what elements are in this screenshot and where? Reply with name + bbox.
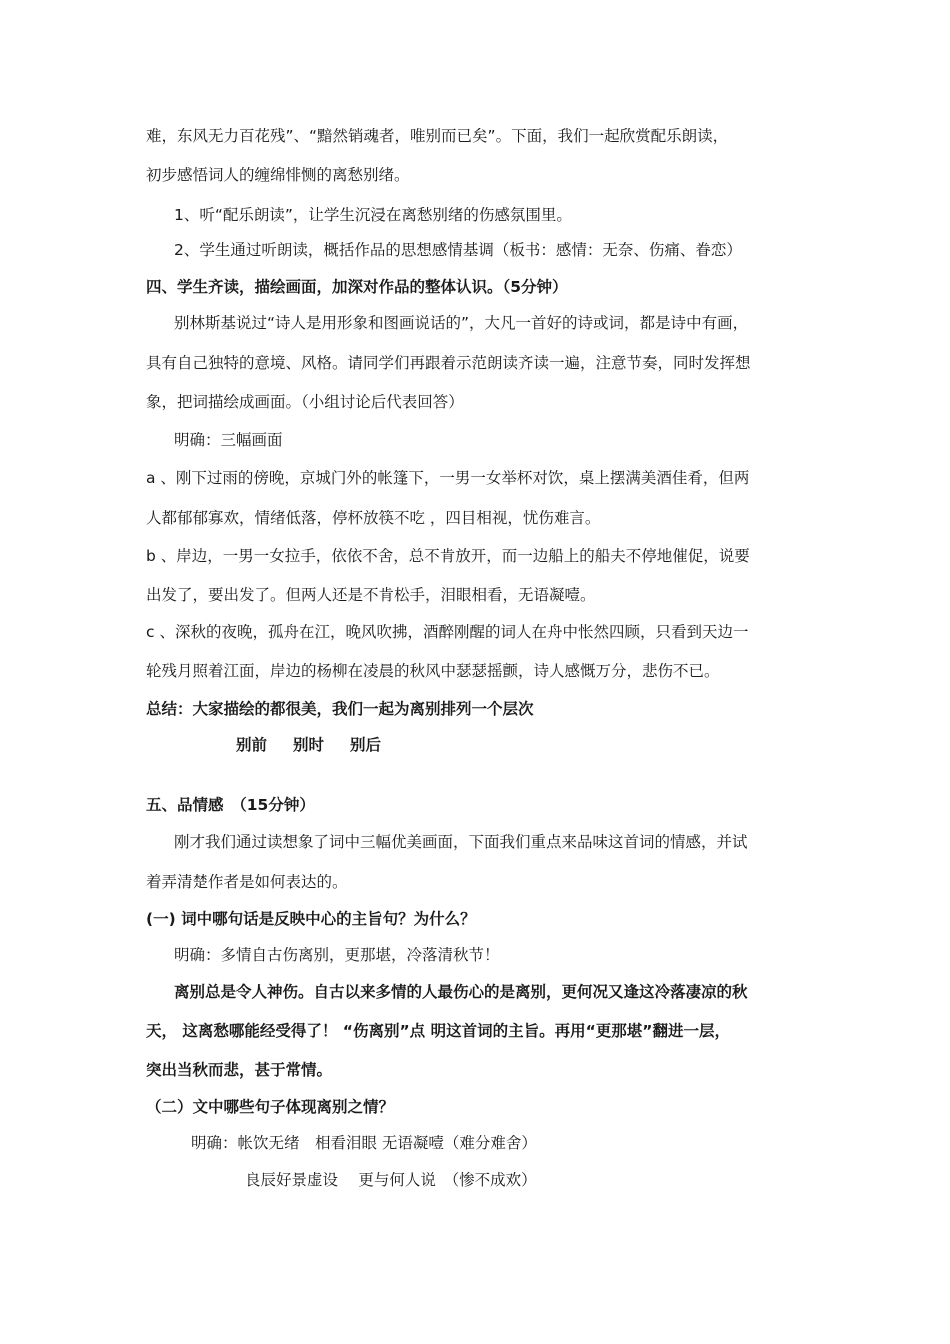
- stage-item: 别时: [293, 736, 325, 754]
- paragraph-line: 轮残月照着江面，岸边的杨柳在凌晨的秋风中瑟瑟摇颤，诗人感慨万分，悲伤不已。: [146, 662, 720, 680]
- paragraph-line: 出发了，要出发了。但两人还是不肯松手，泪眼相看，无语凝噎。: [146, 586, 596, 604]
- question-heading: （二）文中哪些句子体现离别之情？: [146, 1098, 395, 1116]
- paragraph-line: 具有自己独特的意境、风格。请同学们再跟着示范朗读齐读一遍，注意节奏，同时发挥想: [146, 354, 751, 372]
- paragraph-line: 明确：三幅画面: [174, 431, 283, 449]
- paragraph-line: 明确：多情自古伤离别，更那堪，冷落清秋节！: [174, 946, 500, 964]
- question-heading: (一) 词中哪句话是反映中心的主旨句？为什么？: [146, 910, 476, 928]
- list-item: 1、听“配乐朗读”，让学生沉浸在离愁别绪的伤感氛围里。: [174, 206, 572, 224]
- paragraph-line: 良辰好景虚设 更与何人说 （惨不成欢）: [245, 1171, 537, 1189]
- stage-list: [236, 735, 916, 755]
- paragraph-line: 着弄清楚作者是如何表达的。: [146, 873, 348, 891]
- paragraph-line: 难，东风无力百花残”、“黯然销魂者，唯别而已矣”。下面，我们一起欣赏配乐朗读，: [146, 127, 729, 145]
- paragraph-line: 明确：帐饮无绪 相看泪眼 无语凝噎（难分难舍）: [191, 1134, 537, 1152]
- paragraph-line: 人都郁郁寡欢，情绪低落，停杯放筷不吃 ，四目相视，忧伤难言。: [146, 509, 601, 527]
- list-item: a 、刚下过雨的傍晚，京城门外的帐篷下，一男一女举杯对饮，桌上摆满美酒佳肴，但两: [146, 469, 750, 487]
- paragraph-line: 初步感悟词人的缠绵悱恻的离愁别绪。: [146, 166, 410, 184]
- paragraph-line: 天， 这离愁哪能经受得了！ “伤离别”点 明这首词的主旨。再用“更那堪”翻进一层，: [146, 1022, 730, 1040]
- stage-item: 别前: [236, 736, 268, 754]
- section-heading: 五、品情感 （15分钟）: [146, 796, 315, 814]
- paragraph-line: 别林斯基说过“诗人是用形象和图画说话的”，大凡一首好的诗或词，都是诗中有画，: [174, 314, 749, 332]
- section-heading: 四、学生齐读，描绘画面，加深对作品的整体认识。（5分钟）: [146, 278, 568, 296]
- paragraph-line: 突出当秋而悲，甚于常情。: [146, 1061, 333, 1079]
- list-item: b 、岸边，一男一女拉手，依依不舍，总不肯放开，而一边船上的船夫不停地催促，说要: [146, 547, 750, 565]
- summary-heading: 总结：大家描绘的都很美，我们一起为离别排列一个层次: [146, 700, 534, 718]
- paragraph-line: 刚才我们通过读想象了词中三幅优美画面，下面我们重点来品味这首词的情感，并试: [174, 833, 748, 851]
- list-item: c 、深秋的夜晚，孤舟在江，晚风吹拂，酒醉刚醒的词人在舟中怅然四顾，只看到天边一: [146, 623, 749, 641]
- paragraph-line: 象，把词描绘成画面。（小组讨论后代表回答）: [146, 393, 464, 411]
- stage-item: 别后: [350, 736, 382, 754]
- paragraph-line: 离别总是令人神伤。自古以来多情的人最伤心的是离别，更何况又逢这冷落凄凉的秋: [174, 983, 748, 1001]
- list-item: 2、学生通过听朗读，概括作品的思想感情基调（板书：感情：无奈、伤痛、眷恋）: [174, 241, 742, 259]
